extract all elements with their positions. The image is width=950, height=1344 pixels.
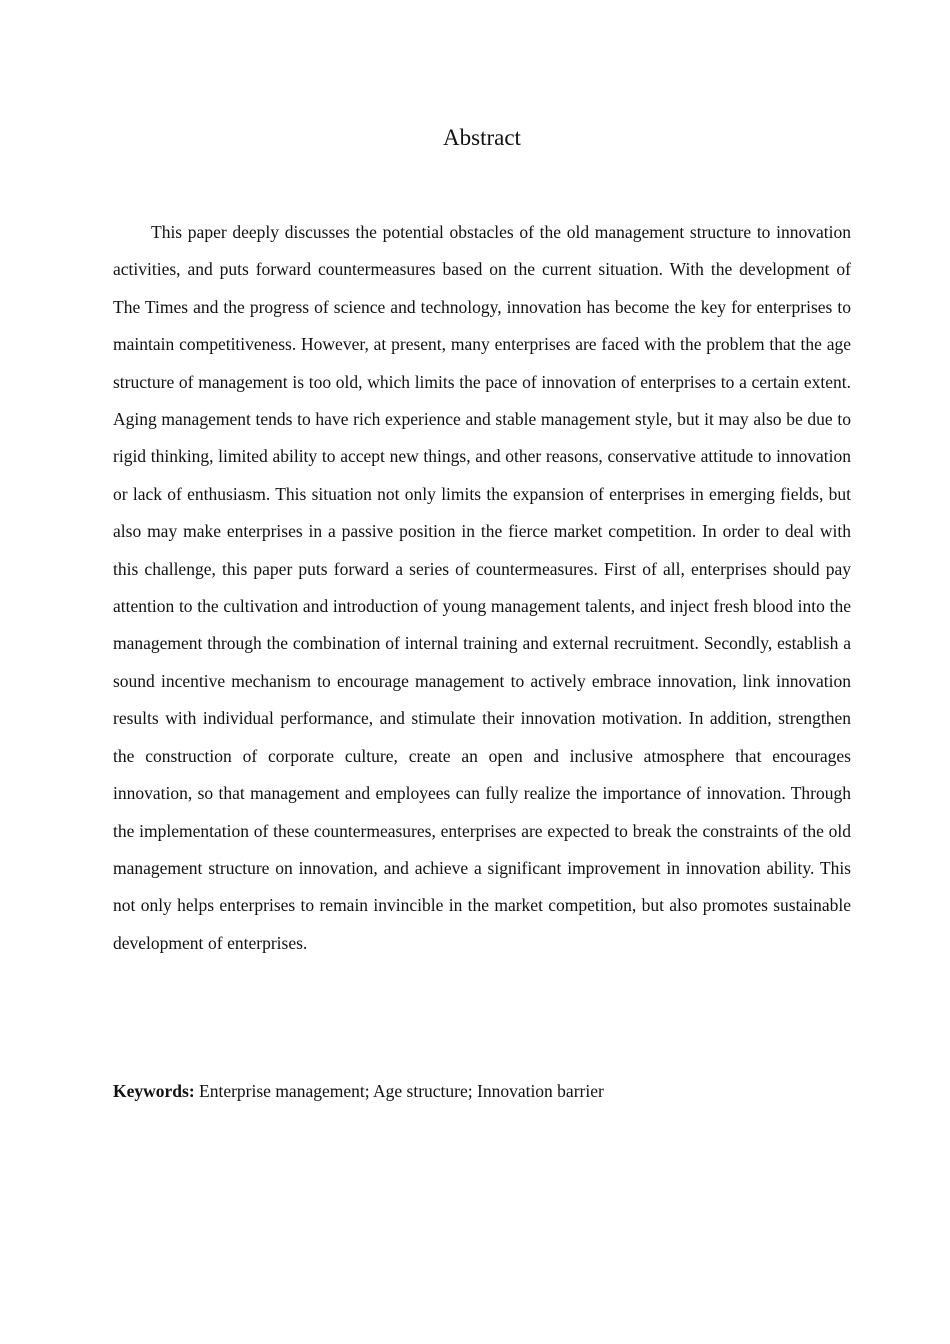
keywords-text: Enterprise management; Age structure; Innovation barrier xyxy=(194,1081,604,1101)
page-title: Abstract xyxy=(443,125,521,150)
abstract-paragraph: This paper deeply discusses the potential obstacles of the old management structure to innovation activities, and puts forward countermeasures based on the current situation. With the development of The Times and the progress of science and technology, innovation has become the key for enterprises to maintain competitiveness. However, at present, many enterprises are faced with the problem that the age structure of management is too old, which limits the pace of innovation of enterprises to a certain extent. Aging management tends to have rich experience and stable management style, but it may also be due to rigid thinking, limited ability to accept new things, and other reasons, conservative attitude to innovation or lack of enthusiasm. This situation not only limits the expansion of enterprises in emerging fields, but also may make enterprises in a passive position in the fierce market competition. In order to deal with this challenge, this paper puts forward a series of countermeasures. First of all, enterprises should pay attention to the cultivation and introduction of young management talents, and inject fresh blood into the management through the combination of internal training and external recruitment. Secondly, establish a sound incentive mechanism to encourage management to actively embrace innovation, link innovation results with individual performance, and stimulate their innovation motivation. In addition, strengthen the construction of corporate culture, create an open and inclusive atmosphere that encourages innovation, so that management and employees can fully realize the importance of innovation. Through the implementation of these countermeasures, enterprises are expected to break the constraints of the old management structure on innovation, and achieve a significant improvement in innovation ability. This not only helps enterprises to remain invincible in the market competition, but also promotes sustainable development of enterprises. xyxy=(113,222,851,953)
keywords-line xyxy=(113,1075,851,1107)
keywords-label: Keywords: xyxy=(113,1081,195,1101)
